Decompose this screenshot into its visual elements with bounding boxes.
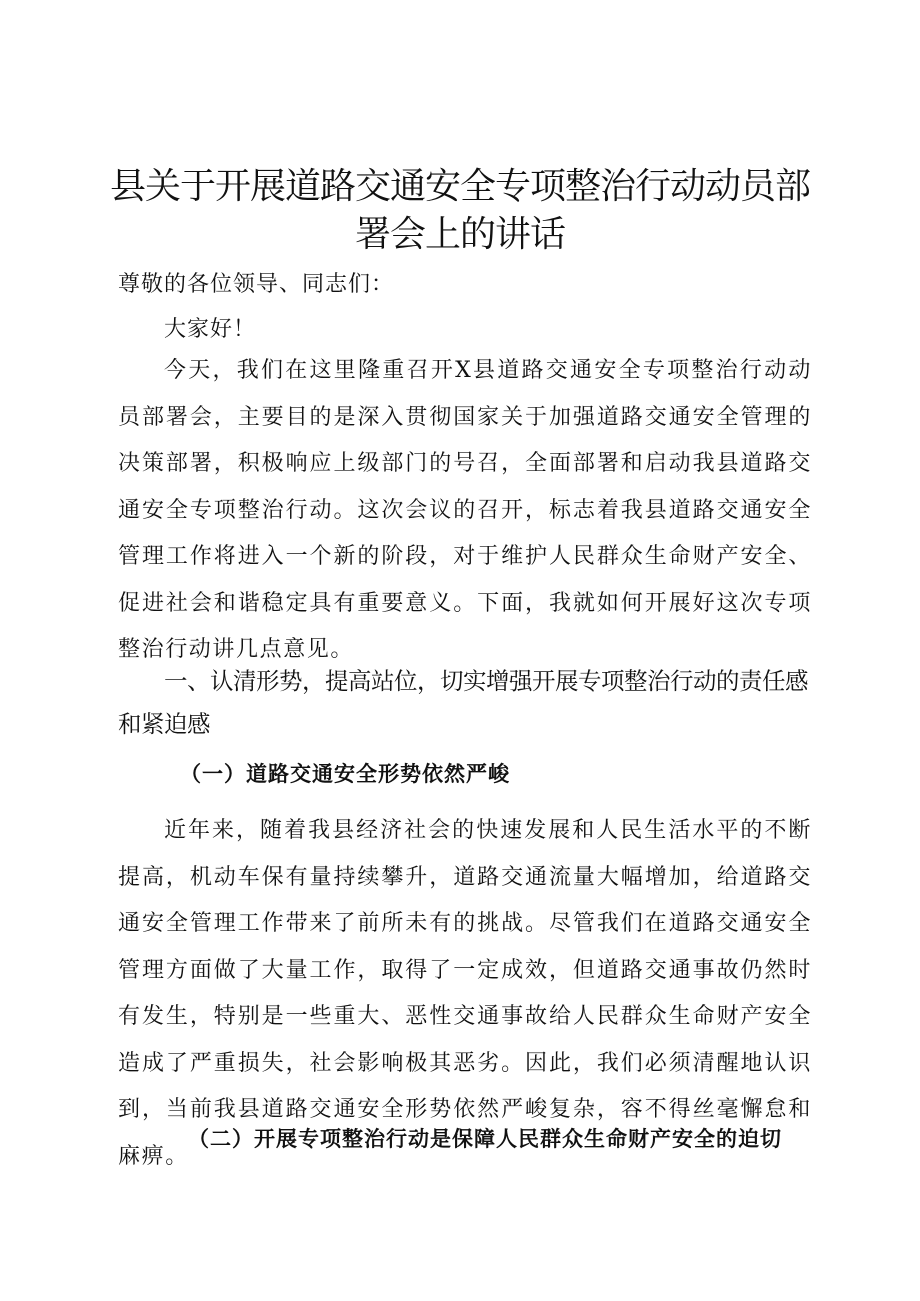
salutation: 尊敬的各位领导、同志们： [118,272,395,297]
subsection-1-heading: （一）道路交通安全形势依然严峻 [180,761,510,786]
intro-paragraph: 今天，我们在这里隆重召开X县道路交通安全专项整治行动动员部署会，主要目的是深入贯彻国家关于加强道路交通安全管理的决策部署，积极响应上级部门的号召，全面部署和启动我县道路交通安全专项整治行动。这次会议的召开，标志着我县道路交通安全管理工作将进入一个新的阶段，对于维护人民群众生命财产安全、促进社会和谐稳定具有重要意义。下面，我就如何开展好这次专项整治行动讲几点意见。 [118,358,812,662]
greeting: 大家好！ [164,317,257,342]
subsection-1-paragraph: 近年来，随着我县经济社会的快速发展和人民生活水平的不断提高，机动车保有量持续攀升，道路交通流量大幅增加，给道路交通安全管理工作带来了前所未有的挑战。尽管我们在道路交通安全管理方面做了大量工作，取得了一定成效，但道路交通事故仍然时有发生，特别是一些重大、恶性交通事故给人民群众生命财产安全造成了严重损失，社会影响极其恶劣。因此，我们必须清醒地认识到，当前我县道路交通安全形势依然严峻复杂，容不得丝毫懈怠和麻痹。 [118,818,812,1169]
section-1-heading: 一、认清形势，提高站位，切实增强开展专项整治行动的责任感和紧迫感 [118,667,808,738]
subsection-2-heading: （二）开展专项整治行动是保障人民群众生命财产安全的迫切 [188,1126,782,1151]
document-title: 县关于开展道路交通安全专项整治行动动员部署会上的讲话 [109,166,810,255]
